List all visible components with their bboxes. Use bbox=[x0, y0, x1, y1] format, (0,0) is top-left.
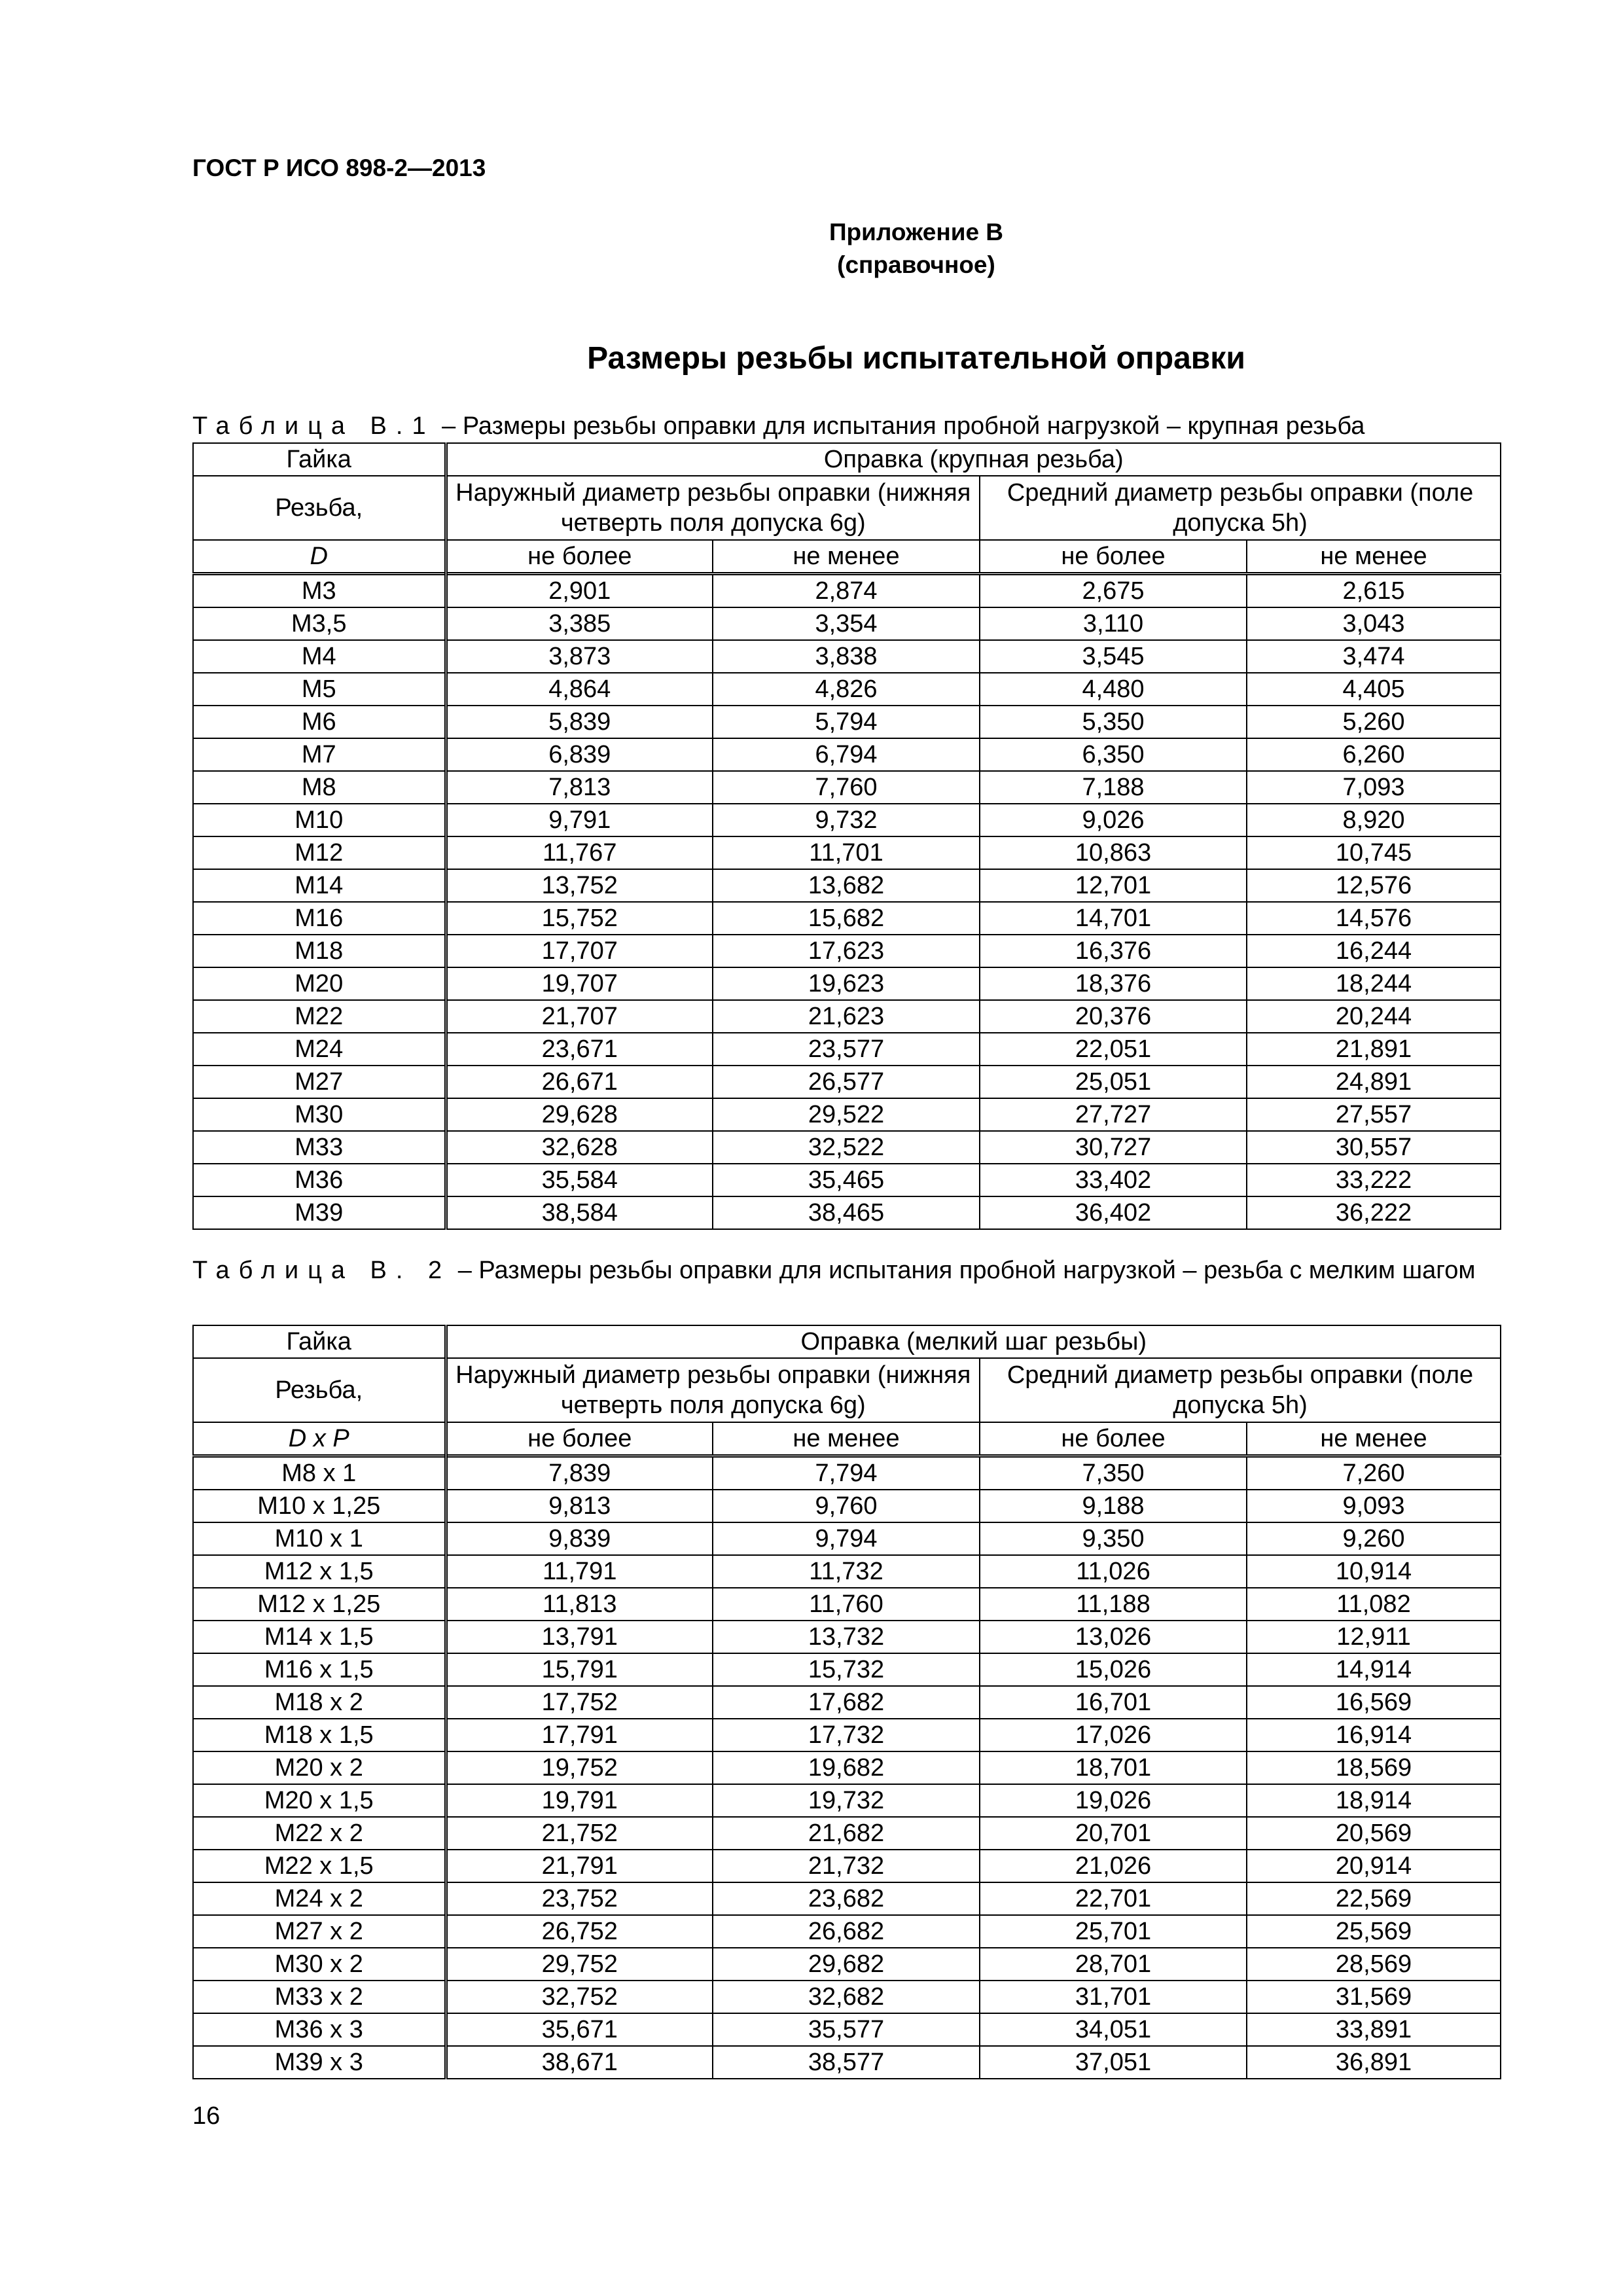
value-cell: 5,350 bbox=[980, 706, 1247, 738]
table-row bbox=[193, 2013, 1501, 2046]
table-row bbox=[193, 1196, 1501, 1229]
table-row bbox=[193, 1522, 1501, 1555]
value-cell: 15,682 bbox=[713, 902, 980, 935]
value-cell: 19,791 bbox=[446, 1784, 713, 1817]
table-row bbox=[193, 1098, 1501, 1131]
value-cell: 9,026 bbox=[980, 804, 1247, 836]
value-cell: 26,671 bbox=[446, 1066, 713, 1098]
value-cell: 33,891 bbox=[1247, 2013, 1501, 2046]
thread-size-cell: М24 bbox=[193, 1033, 446, 1066]
value-cell: 21,891 bbox=[1247, 1033, 1501, 1066]
value-cell: 20,569 bbox=[1247, 1817, 1501, 1850]
value-cell: 32,752 bbox=[446, 1981, 713, 2013]
value-cell: 36,402 bbox=[980, 1196, 1247, 1229]
table1-header-nut: Гайка bbox=[193, 443, 446, 476]
table1-body bbox=[193, 574, 1501, 1230]
value-cell: 6,794 bbox=[713, 738, 980, 771]
table-row bbox=[193, 1817, 1501, 1850]
value-cell: 23,752 bbox=[446, 1882, 713, 1915]
value-cell: 10,914 bbox=[1247, 1555, 1501, 1588]
table-row bbox=[193, 706, 1501, 738]
value-cell: 3,838 bbox=[713, 640, 980, 673]
value-cell: 29,628 bbox=[446, 1098, 713, 1131]
value-cell: 7,188 bbox=[980, 771, 1247, 804]
thread-size-cell: М27 x 2 bbox=[193, 1915, 446, 1948]
document-code: ГОСТ Р ИСО 898-2—2013 bbox=[192, 154, 486, 181]
value-cell: 7,260 bbox=[1247, 1456, 1501, 1490]
value-cell: 10,863 bbox=[980, 836, 1247, 869]
value-cell: 32,682 bbox=[713, 1981, 980, 2013]
table2 bbox=[192, 1325, 1501, 2079]
table-row bbox=[193, 1653, 1501, 1686]
table-row bbox=[193, 1915, 1501, 1948]
table-row bbox=[193, 1131, 1501, 1164]
value-cell: 15,752 bbox=[446, 902, 713, 935]
table2-header-max: не более bbox=[446, 1422, 713, 1456]
value-cell: 23,682 bbox=[713, 1882, 980, 1915]
table1-header-min: не менее bbox=[1247, 540, 1501, 574]
table1-header-thread-symbol: D bbox=[193, 540, 446, 574]
value-cell: 21,623 bbox=[713, 1000, 980, 1033]
value-cell: 18,569 bbox=[1247, 1751, 1501, 1784]
value-cell: 15,791 bbox=[446, 1653, 713, 1686]
value-cell: 37,051 bbox=[980, 2046, 1247, 2079]
value-cell: 11,732 bbox=[713, 1555, 980, 1588]
value-cell: 23,671 bbox=[446, 1033, 713, 1066]
value-cell: 7,093 bbox=[1247, 771, 1501, 804]
value-cell: 6,260 bbox=[1247, 738, 1501, 771]
thread-size-cell: М18 x 2 bbox=[193, 1686, 446, 1719]
value-cell: 11,026 bbox=[980, 1555, 1247, 1588]
table-row bbox=[193, 1981, 1501, 2013]
value-cell: 3,545 bbox=[980, 640, 1247, 673]
table2-header-min: не менее bbox=[1247, 1422, 1501, 1456]
table-row bbox=[193, 1850, 1501, 1882]
table2-header-min: не менее bbox=[713, 1422, 980, 1456]
value-cell: 8,920 bbox=[1247, 804, 1501, 836]
value-cell: 4,480 bbox=[980, 673, 1247, 706]
value-cell: 13,026 bbox=[980, 1621, 1247, 1653]
value-cell: 28,701 bbox=[980, 1948, 1247, 1981]
value-cell: 9,760 bbox=[713, 1490, 980, 1522]
value-cell: 34,051 bbox=[980, 2013, 1247, 2046]
value-cell: 33,222 bbox=[1247, 1164, 1501, 1196]
thread-size-cell: М5 bbox=[193, 673, 446, 706]
table2-header-thread-symbol: D x P bbox=[193, 1422, 446, 1456]
value-cell: 6,350 bbox=[980, 738, 1247, 771]
value-cell: 17,623 bbox=[713, 935, 980, 967]
value-cell: 22,701 bbox=[980, 1882, 1247, 1915]
value-cell: 38,465 bbox=[713, 1196, 980, 1229]
table-row bbox=[193, 1066, 1501, 1098]
value-cell: 2,615 bbox=[1247, 574, 1501, 608]
value-cell: 20,376 bbox=[980, 1000, 1247, 1033]
thread-size-cell: М30 bbox=[193, 1098, 446, 1131]
table-row bbox=[193, 935, 1501, 967]
table-row bbox=[193, 1719, 1501, 1751]
page-number: 16 bbox=[192, 2102, 221, 2130]
value-cell: 13,732 bbox=[713, 1621, 980, 1653]
table2-body bbox=[193, 1456, 1501, 2079]
value-cell: 19,707 bbox=[446, 967, 713, 1000]
thread-size-cell: М12 x 1,5 bbox=[193, 1555, 446, 1588]
table1-header-row2 bbox=[193, 476, 1501, 540]
thread-size-cell: М14 x 1,5 bbox=[193, 1621, 446, 1653]
table-row bbox=[193, 1882, 1501, 1915]
thread-size-cell: М10 x 1,25 bbox=[193, 1490, 446, 1522]
value-cell: 7,794 bbox=[713, 1456, 980, 1490]
thread-size-cell: М18 bbox=[193, 935, 446, 967]
value-cell: 9,794 bbox=[713, 1522, 980, 1555]
table-row bbox=[193, 1588, 1501, 1621]
value-cell: 4,405 bbox=[1247, 673, 1501, 706]
thread-size-cell: М6 bbox=[193, 706, 446, 738]
table1-header-outer-diameter: Наружный диаметр резьбы оправки (нижняя четверть поля допуска 6g) bbox=[446, 476, 980, 540]
table-row bbox=[193, 1456, 1501, 1490]
value-cell: 9,813 bbox=[446, 1490, 713, 1522]
value-cell: 2,874 bbox=[713, 574, 980, 608]
value-cell: 35,577 bbox=[713, 2013, 980, 2046]
section-title: Размеры резьбы испытательной оправки bbox=[587, 341, 1245, 376]
value-cell: 27,727 bbox=[980, 1098, 1247, 1131]
table-row bbox=[193, 1033, 1501, 1066]
thread-size-cell: М39 x 3 bbox=[193, 2046, 446, 2079]
thread-size-cell: М24 x 2 bbox=[193, 1882, 446, 1915]
table1-header-thread: Резьба, bbox=[193, 476, 446, 540]
value-cell: 18,244 bbox=[1247, 967, 1501, 1000]
value-cell: 19,682 bbox=[713, 1751, 980, 1784]
value-cell: 12,701 bbox=[980, 869, 1247, 902]
table-row bbox=[193, 1686, 1501, 1719]
value-cell: 9,093 bbox=[1247, 1490, 1501, 1522]
thread-size-cell: М8 x 1 bbox=[193, 1456, 446, 1490]
value-cell: 31,701 bbox=[980, 1981, 1247, 2013]
value-cell: 22,569 bbox=[1247, 1882, 1501, 1915]
value-cell: 11,760 bbox=[713, 1588, 980, 1621]
value-cell: 30,727 bbox=[980, 1131, 1247, 1164]
value-cell: 19,026 bbox=[980, 1784, 1247, 1817]
thread-size-cell: М33 x 2 bbox=[193, 1981, 446, 2013]
thread-size-cell: М20 x 2 bbox=[193, 1751, 446, 1784]
value-cell: 21,732 bbox=[713, 1850, 980, 1882]
value-cell: 3,474 bbox=[1247, 640, 1501, 673]
thread-size-cell: М7 bbox=[193, 738, 446, 771]
value-cell: 11,791 bbox=[446, 1555, 713, 1588]
value-cell: 21,752 bbox=[446, 1817, 713, 1850]
value-cell: 18,376 bbox=[980, 967, 1247, 1000]
value-cell: 38,577 bbox=[713, 2046, 980, 2079]
table2-header-nut: Гайка bbox=[193, 1325, 446, 1358]
value-cell: 36,222 bbox=[1247, 1196, 1501, 1229]
value-cell: 28,569 bbox=[1247, 1948, 1501, 1981]
table-row bbox=[193, 771, 1501, 804]
value-cell: 11,767 bbox=[446, 836, 713, 869]
value-cell: 22,051 bbox=[980, 1033, 1247, 1066]
table1-header-pitch-diameter: Средний диаметр резьбы оправки (поле допуска 5h) bbox=[980, 476, 1501, 540]
table-row bbox=[193, 1555, 1501, 1588]
table-row bbox=[193, 607, 1501, 640]
value-cell: 9,350 bbox=[980, 1522, 1247, 1555]
table1-header-max: не более bbox=[446, 540, 713, 574]
thread-size-cell: М8 bbox=[193, 771, 446, 804]
value-cell: 4,826 bbox=[713, 673, 980, 706]
value-cell: 26,577 bbox=[713, 1066, 980, 1098]
appendix-heading bbox=[0, 216, 1623, 281]
thread-size-cell: М36 bbox=[193, 1164, 446, 1196]
table2-header-thread: Резьба, bbox=[193, 1358, 446, 1422]
value-cell: 7,839 bbox=[446, 1456, 713, 1490]
value-cell: 19,732 bbox=[713, 1784, 980, 1817]
value-cell: 3,110 bbox=[980, 607, 1247, 640]
value-cell: 7,813 bbox=[446, 771, 713, 804]
thread-size-cell: М20 x 1,5 bbox=[193, 1784, 446, 1817]
value-cell: 35,465 bbox=[713, 1164, 980, 1196]
thread-size-cell: М4 bbox=[193, 640, 446, 673]
value-cell: 5,839 bbox=[446, 706, 713, 738]
value-cell: 38,671 bbox=[446, 2046, 713, 2079]
value-cell: 13,682 bbox=[713, 869, 980, 902]
thread-size-cell: М30 x 2 bbox=[193, 1948, 446, 1981]
value-cell: 16,244 bbox=[1247, 935, 1501, 967]
value-cell: 14,914 bbox=[1247, 1653, 1501, 1686]
table-row bbox=[193, 1490, 1501, 1522]
value-cell: 29,682 bbox=[713, 1948, 980, 1981]
thread-size-cell: М22 x 1,5 bbox=[193, 1850, 446, 1882]
thread-size-cell: М16 bbox=[193, 902, 446, 935]
value-cell: 11,188 bbox=[980, 1588, 1247, 1621]
value-cell: 27,557 bbox=[1247, 1098, 1501, 1131]
value-cell: 17,026 bbox=[980, 1719, 1247, 1751]
table1-header-mandrel: Оправка (крупная резьба) bbox=[446, 443, 1501, 476]
value-cell: 25,051 bbox=[980, 1066, 1247, 1098]
value-cell: 11,701 bbox=[713, 836, 980, 869]
value-cell: 32,522 bbox=[713, 1131, 980, 1164]
table1-header-row1 bbox=[193, 443, 1501, 476]
value-cell: 21,707 bbox=[446, 1000, 713, 1033]
table-row bbox=[193, 804, 1501, 836]
value-cell: 17,682 bbox=[713, 1686, 980, 1719]
value-cell: 35,671 bbox=[446, 2013, 713, 2046]
table2-caption-name: Таблица В. 2 bbox=[192, 1257, 452, 1284]
thread-size-cell: М20 bbox=[193, 967, 446, 1000]
thread-size-cell: М3 bbox=[193, 574, 446, 608]
thread-size-cell: М10 bbox=[193, 804, 446, 836]
value-cell: 9,839 bbox=[446, 1522, 713, 1555]
value-cell: 18,914 bbox=[1247, 1784, 1501, 1817]
table-row bbox=[193, 1751, 1501, 1784]
value-cell: 26,682 bbox=[713, 1915, 980, 1948]
table1-header-max: не более bbox=[980, 540, 1247, 574]
table1-caption-text: – Размеры резьбы оправки для испытания пробной нагрузкой – крупная резьба bbox=[435, 412, 1365, 440]
value-cell: 4,864 bbox=[446, 673, 713, 706]
value-cell: 31,569 bbox=[1247, 1981, 1501, 2013]
table-row bbox=[193, 574, 1501, 608]
value-cell: 2,675 bbox=[980, 574, 1247, 608]
value-cell: 30,557 bbox=[1247, 1131, 1501, 1164]
value-cell: 9,260 bbox=[1247, 1522, 1501, 1555]
table-row bbox=[193, 1164, 1501, 1196]
value-cell: 3,043 bbox=[1247, 607, 1501, 640]
table1-header-min: не менее bbox=[713, 540, 980, 574]
value-cell: 21,026 bbox=[980, 1850, 1247, 1882]
appendix-type: (справочное) bbox=[837, 251, 995, 278]
thread-size-cell: М12 x 1,25 bbox=[193, 1588, 446, 1621]
value-cell: 14,576 bbox=[1247, 902, 1501, 935]
table2-caption-text: – Размеры резьбы оправки для испытания пробной нагрузкой – резьба с мелким шагом bbox=[451, 1257, 1476, 1284]
thread-size-cell: М16 x 1,5 bbox=[193, 1653, 446, 1686]
value-cell: 21,682 bbox=[713, 1817, 980, 1850]
value-cell: 15,026 bbox=[980, 1653, 1247, 1686]
value-cell: 20,914 bbox=[1247, 1850, 1501, 1882]
value-cell: 21,791 bbox=[446, 1850, 713, 1882]
table1-caption-name: Таблица В.1 bbox=[192, 412, 435, 440]
value-cell: 10,745 bbox=[1247, 836, 1501, 869]
value-cell: 13,791 bbox=[446, 1621, 713, 1653]
value-cell: 36,891 bbox=[1247, 2046, 1501, 2079]
value-cell: 17,752 bbox=[446, 1686, 713, 1719]
value-cell: 11,813 bbox=[446, 1588, 713, 1621]
table-row bbox=[193, 967, 1501, 1000]
value-cell: 20,244 bbox=[1247, 1000, 1501, 1033]
table-row bbox=[193, 869, 1501, 902]
value-cell: 12,576 bbox=[1247, 869, 1501, 902]
value-cell: 2,901 bbox=[446, 574, 713, 608]
value-cell: 3,873 bbox=[446, 640, 713, 673]
table2-header-max: не более bbox=[980, 1422, 1247, 1456]
value-cell: 9,791 bbox=[446, 804, 713, 836]
value-cell: 5,794 bbox=[713, 706, 980, 738]
thread-size-cell: М33 bbox=[193, 1131, 446, 1164]
value-cell: 19,623 bbox=[713, 967, 980, 1000]
value-cell: 15,732 bbox=[713, 1653, 980, 1686]
value-cell: 17,791 bbox=[446, 1719, 713, 1751]
value-cell: 38,584 bbox=[446, 1196, 713, 1229]
value-cell: 5,260 bbox=[1247, 706, 1501, 738]
table2-header-outer-diameter: Наружный диаметр резьбы оправки (нижняя четверть поля допуска 6g) bbox=[446, 1358, 980, 1422]
table-row bbox=[193, 1000, 1501, 1033]
table1 bbox=[192, 442, 1501, 1230]
value-cell: 29,522 bbox=[713, 1098, 980, 1131]
thread-size-cell: М36 x 3 bbox=[193, 2013, 446, 2046]
value-cell: 26,752 bbox=[446, 1915, 713, 1948]
value-cell: 14,701 bbox=[980, 902, 1247, 935]
value-cell: 33,402 bbox=[980, 1164, 1247, 1196]
table-row bbox=[193, 673, 1501, 706]
value-cell: 9,732 bbox=[713, 804, 980, 836]
table2-header-mandrel: Оправка (мелкий шаг резьбы) bbox=[446, 1325, 1501, 1358]
value-cell: 25,569 bbox=[1247, 1915, 1501, 1948]
value-cell: 6,839 bbox=[446, 738, 713, 771]
table-row bbox=[193, 640, 1501, 673]
value-cell: 35,584 bbox=[446, 1164, 713, 1196]
value-cell: 13,752 bbox=[446, 869, 713, 902]
thread-size-cell: М18 x 1,5 bbox=[193, 1719, 446, 1751]
value-cell: 16,701 bbox=[980, 1686, 1247, 1719]
value-cell: 3,354 bbox=[713, 607, 980, 640]
thread-size-cell: М22 bbox=[193, 1000, 446, 1033]
thread-size-cell: М22 x 2 bbox=[193, 1817, 446, 1850]
table-row bbox=[193, 1784, 1501, 1817]
value-cell: 16,376 bbox=[980, 935, 1247, 967]
value-cell: 11,082 bbox=[1247, 1588, 1501, 1621]
table-row bbox=[193, 1621, 1501, 1653]
table2-header-row1 bbox=[193, 1325, 1501, 1358]
table1-caption bbox=[192, 411, 1499, 441]
value-cell: 19,752 bbox=[446, 1751, 713, 1784]
thread-size-cell: М10 x 1 bbox=[193, 1522, 446, 1555]
value-cell: 12,911 bbox=[1247, 1621, 1501, 1653]
table2-header-row3 bbox=[193, 1422, 1501, 1456]
thread-size-cell: М27 bbox=[193, 1066, 446, 1098]
appendix-title: Приложение В bbox=[829, 219, 1004, 245]
value-cell: 24,891 bbox=[1247, 1066, 1501, 1098]
table-row bbox=[193, 836, 1501, 869]
value-cell: 16,914 bbox=[1247, 1719, 1501, 1751]
table-row bbox=[193, 738, 1501, 771]
value-cell: 20,701 bbox=[980, 1817, 1247, 1850]
thread-size-cell: М3,5 bbox=[193, 607, 446, 640]
value-cell: 7,760 bbox=[713, 771, 980, 804]
table2-caption bbox=[192, 1255, 1499, 1285]
value-cell: 29,752 bbox=[446, 1948, 713, 1981]
value-cell: 16,569 bbox=[1247, 1686, 1501, 1719]
table-row bbox=[193, 1948, 1501, 1981]
value-cell: 32,628 bbox=[446, 1131, 713, 1164]
value-cell: 17,732 bbox=[713, 1719, 980, 1751]
thread-size-cell: М39 bbox=[193, 1196, 446, 1229]
value-cell: 18,701 bbox=[980, 1751, 1247, 1784]
table2-header-row2 bbox=[193, 1358, 1501, 1422]
table-row bbox=[193, 902, 1501, 935]
value-cell: 17,707 bbox=[446, 935, 713, 967]
thread-size-cell: М12 bbox=[193, 836, 446, 869]
value-cell: 7,350 bbox=[980, 1456, 1247, 1490]
value-cell: 3,385 bbox=[446, 607, 713, 640]
table1-header-row3 bbox=[193, 540, 1501, 574]
table2-header-pitch-diameter: Средний диаметр резьбы оправки (поле допуска 5h) bbox=[980, 1358, 1501, 1422]
value-cell: 25,701 bbox=[980, 1915, 1247, 1948]
value-cell: 23,577 bbox=[713, 1033, 980, 1066]
value-cell: 9,188 bbox=[980, 1490, 1247, 1522]
thread-size-cell: М14 bbox=[193, 869, 446, 902]
table-row bbox=[193, 2046, 1501, 2079]
